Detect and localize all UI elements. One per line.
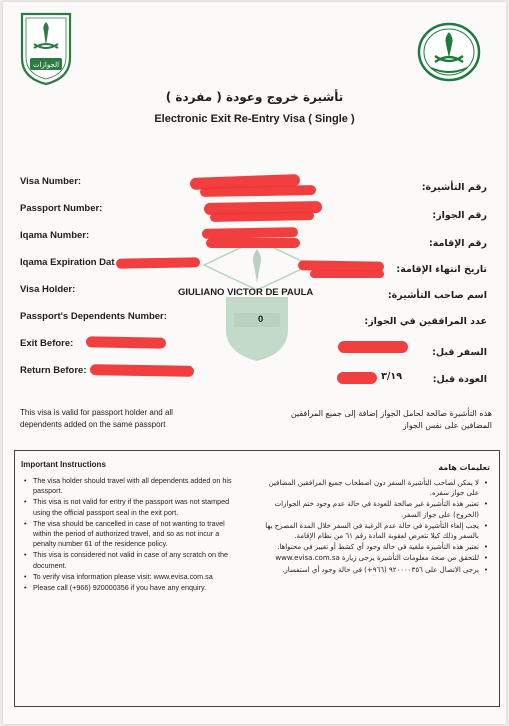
- label-ar-dependents-number: عدد المرافقين في الجواز:: [364, 316, 487, 327]
- redaction-iqama-expiration-right-2: [310, 270, 384, 278]
- instructions-heading-arabic: تعليمات هامة: [438, 463, 490, 472]
- label-ar-iqama-expiration: تاريخ انتهاء الإقامة:: [396, 264, 487, 275]
- validity-note-english: This visa is valid for passport holder and all dependents added on the same passport: [20, 408, 173, 429]
- saudi-emblem-icon: [417, 22, 481, 82]
- label-iqama-number: Iqama Number:: [20, 230, 90, 241]
- redaction-passport-number-2: [210, 211, 314, 222]
- label-ar-passport-number: رقم الجواز:: [432, 210, 487, 221]
- return-before-partial-value: ٣/١٩: [381, 371, 402, 382]
- title-arabic: تأشيرة خروج وعودة ( مفردة ): [165, 90, 344, 104]
- instruction-en-5: • To verify visa information please visit: www.evisa.com.sa: [24, 572, 234, 582]
- instructions-list-arabic: [262, 478, 488, 576]
- visa-holder-value: GIULIANO VICTOR DE PAULA: [178, 287, 314, 298]
- dependents-value: 0: [258, 314, 264, 325]
- instruction-en-1: • The visa holder should travel with all dependents added on his passport.: [24, 476, 234, 496]
- redaction-iqama-expiration-left: [116, 257, 200, 268]
- instruction-ar-3: • يجب إلغاء التأشيرة في حالة عدم الرغبة في السفر خلال المدة المصرح بها بالسفر وذلك كيلا تتعرض لعقوبة المادة رقم ٦١ من نظام الإقامة.: [262, 521, 488, 541]
- watermark-emblem-icon: [196, 235, 318, 365]
- jawazat-logo-text: الجوازات: [32, 61, 60, 69]
- label-return-before: Return Before:: [20, 365, 87, 376]
- label-visa-holder: Visa Holder:: [20, 284, 76, 295]
- title-english: Electronic Exit Re-Entry Visa ( Single ): [154, 113, 355, 125]
- redaction-exit-before-left: [86, 336, 166, 348]
- redaction-exit-before-right: [338, 341, 408, 353]
- instruction-ar-1: • لا يمكن لصاحب التأشيرة السفر دون اصطحاب جميع المرافقين المضافين على جواز سفره.: [262, 478, 488, 498]
- instruction-ar-2: • تعتبر هذه التأشيرة غير صالحة للعودة في حالة عدم وجود ختم الجوازات (الخروج) على جواز السفر.: [262, 499, 488, 519]
- label-exit-before: Exit Before:: [20, 338, 74, 349]
- label-iqama-expiration: Iqama Expiration Dat: [20, 257, 115, 268]
- label-ar-iqama-number: رقم الإقامة:: [428, 238, 487, 249]
- instruction-ar-6: • يرجى الاتصال على ٩٢٠٠٠٠٣٥٦ (٩٦٦+) في حالة وجود أي استفسار.: [262, 565, 488, 575]
- label-ar-return-before: العودة قبل:: [432, 374, 487, 385]
- redaction-iqama-number-2: [206, 238, 300, 248]
- instruction-ar-4: • تعتبر هذه التأشيرة ملغية في حالة وجود أي كشط أو تغيير في محتواها.: [262, 542, 488, 552]
- redaction-visa-number-2: [200, 185, 316, 197]
- instruction-ar-5: • للتحقق من صحة معلومات التأشيرة يرجى زيارة www.evisa.com.sa: [262, 553, 488, 563]
- redaction-return-before-right: [337, 372, 377, 384]
- label-dependents-number: Passport's Dependents Number:: [20, 311, 167, 322]
- redaction-return-before-left: [90, 364, 194, 377]
- jawazat-logo-icon: [16, 8, 76, 86]
- label-visa-number: Visa Number:: [20, 176, 82, 187]
- instruction-en-4: • This visa is considered not valid in case of any scratch on the document.: [24, 550, 234, 570]
- label-ar-visa-holder: اسم صاحب التأشيرة:: [387, 290, 487, 301]
- label-ar-exit-before: السفر قبل:: [432, 347, 487, 358]
- instruction-en-6: • Please call (+966) 920000356 if you have any enquiry.: [24, 583, 234, 593]
- label-passport-number: Passport Number:: [20, 203, 103, 214]
- instruction-en-3: • The visa should be cancelled in case of not wanting to travel within the period of authorized travel, and so as not incur a penalty number 61 of the residence policy.: [24, 519, 234, 550]
- label-ar-visa-number: رقم التأشيرة:: [421, 182, 487, 193]
- instructions-heading-english: Important Instructions: [21, 460, 106, 469]
- instruction-en-2: • This visa is not valid for entry if the passport was not stamped using the official passport seal in the exit port.: [24, 497, 234, 517]
- instructions-list-english: [24, 476, 234, 594]
- validity-note-arabic: هذه التأشيرة صالحة لحامل الجواز إضافة إلى جميع المرافقين المضافين على نفس الجواز: [290, 409, 492, 430]
